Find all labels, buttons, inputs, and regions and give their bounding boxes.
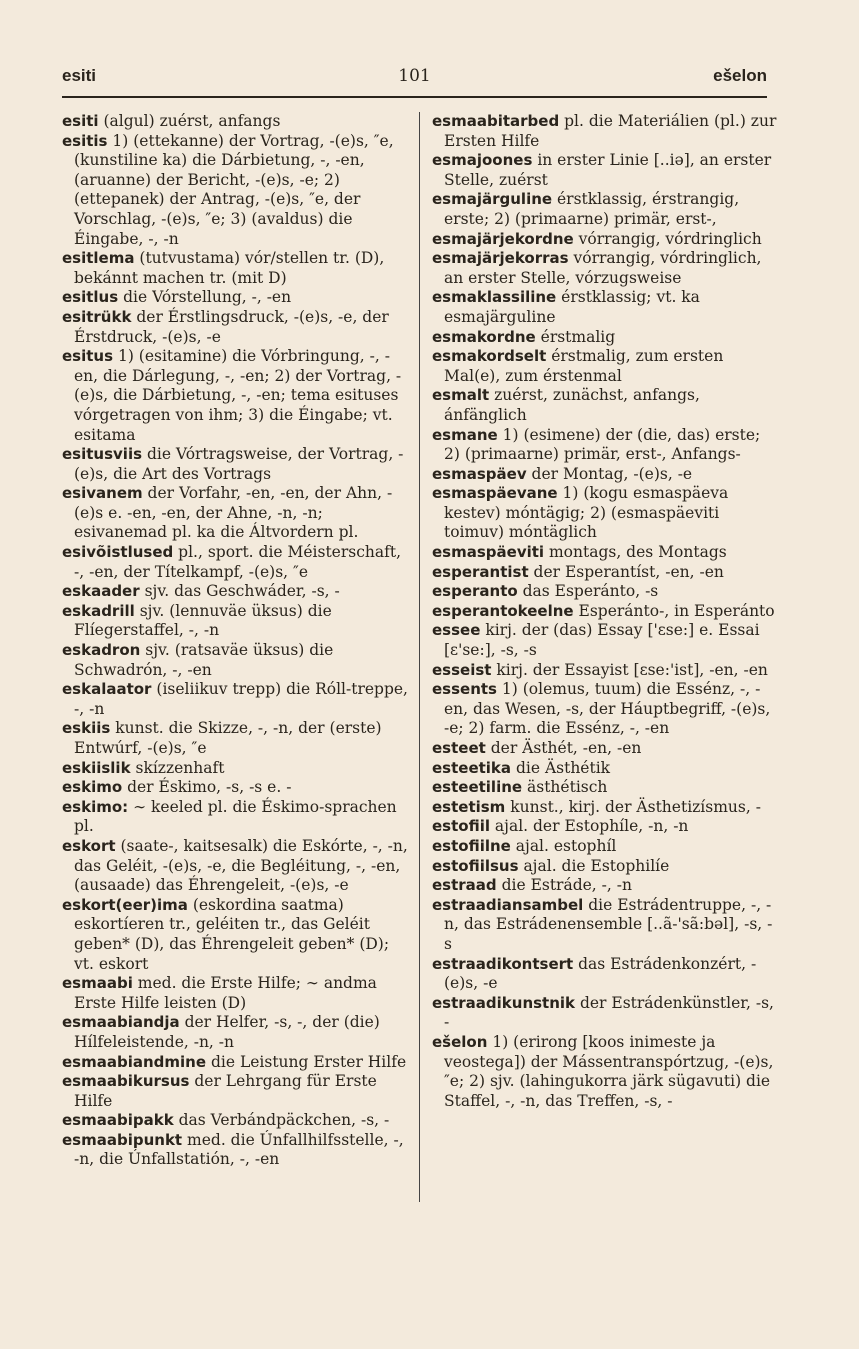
entry-definition: kunst., kirj. der Ästhetizísmus, - <box>505 797 761 816</box>
entry-headword: eskalaator <box>62 680 152 699</box>
dictionary-entry <box>432 249 780 288</box>
entry-definition: érstklassig, érstrangig, erste; 2) (primaarne) primär, erst-, <box>444 190 740 228</box>
entry-headword: esmaabipunkt <box>62 1130 183 1149</box>
dictionary-entry <box>62 719 410 758</box>
entry-definition: (tutvustama) vór/stellen tr. (D), bekánnt machen tr. (mit D) <box>74 249 385 287</box>
dictionary-entry <box>432 563 780 583</box>
entry-definition: vórrangig, vórdringlich <box>573 229 762 248</box>
entry-headword: esperanto <box>432 582 518 601</box>
dictionary-entry <box>432 994 780 1033</box>
dictionary-entry <box>432 837 780 857</box>
entry-definition: ajal. der Estophíle, -n, -n <box>489 817 689 836</box>
dictionary-entry <box>432 739 780 759</box>
dictionary-entry <box>62 543 410 582</box>
entry-headword: esmaabiandja <box>62 1013 180 1032</box>
entry-headword: estraadikunstnik <box>432 993 576 1012</box>
dictionary-entry <box>62 347 410 445</box>
right-column <box>432 112 780 1111</box>
entry-headword: eskaader <box>62 582 140 601</box>
entry-headword: esitus <box>62 347 114 366</box>
entry-definition: der Helfer, -s, -, der (die) Hílfeleistende, -n, -n <box>74 1013 380 1051</box>
entry-definition: pl., sport. die Méisterschaft, -, -en, der Títelkampf, -(e)s, ″e <box>74 543 402 581</box>
entry-headword: esitlema <box>62 249 135 268</box>
entry-definition: die Vórtragsweise, der Vortrag, -(e)s, die Art des Vortrags <box>74 445 404 483</box>
entry-definition: das Verbándpäckchen, -s, - <box>173 1111 390 1130</box>
dictionary-entry <box>62 602 410 641</box>
dictionary-entry <box>432 621 780 660</box>
dictionary-entry <box>62 1131 410 1170</box>
dictionary-entry <box>62 641 410 680</box>
dictionary-entry <box>432 817 780 837</box>
entry-definition: Esperánto-, in Esperánto <box>573 601 775 620</box>
dictionary-entry <box>432 759 780 779</box>
dictionary-entry <box>432 680 780 739</box>
entry-definition: pl. die Materiálien (pl.) zur Ersten Hilfe <box>444 112 777 150</box>
entry-headword: esmaspäeviti <box>432 543 545 562</box>
dictionary-entry <box>62 112 410 132</box>
dictionary-entry <box>62 680 410 719</box>
dictionary-entry <box>432 857 780 877</box>
entry-headword: esmaspäevane <box>432 484 558 503</box>
entry-headword: estofiilsus <box>432 856 519 875</box>
entry-headword: eskiis <box>62 719 111 738</box>
entry-headword: esmajärguline <box>432 190 553 209</box>
dictionary-entry <box>62 1072 410 1111</box>
entry-definition: sjv. (lennuväe üksus) die Flíegerstaffel, -, -n <box>74 601 332 640</box>
entry-headword: esivõistlused <box>62 543 174 562</box>
entry-headword: esitusviis <box>62 445 143 464</box>
header-first-headword: esiti <box>62 66 97 85</box>
entry-headword: esmaklassiline <box>432 288 557 307</box>
dictionary-entry <box>432 112 780 151</box>
dictionary-entry <box>62 974 410 1013</box>
dictionary-entry <box>432 151 780 190</box>
entry-headword: esitlus <box>62 288 119 307</box>
entry-definition: montags, des Montags <box>544 543 727 562</box>
entry-headword: esmaabitarbed <box>432 112 560 130</box>
entry-headword: esivanem <box>62 484 143 503</box>
entry-definition: med. die Erste Hilfe; ∼ andma Erste Hilfe leisten (D) <box>74 974 377 1012</box>
entry-definition: zuérst, zunächst, anfangs, ánfänglich <box>444 386 700 424</box>
entry-headword: esmaabi <box>62 974 133 993</box>
entry-definition: die Estrádentruppe, -, -n, das Estrádenensemble [..ã-'sã:bəl], -s, -s <box>444 895 773 953</box>
entry-definition: vórrangig, vórdringlich, an erster Stelle, vórzugsweise <box>444 249 762 287</box>
entry-headword: esteet <box>432 739 486 757</box>
dictionary-entry <box>62 798 410 837</box>
entry-definition: 1) (ettekanne) der Vortrag, -(e)s, ″e, (kunstiline ka) die Dárbietung, -, -en, (aruanne) der Bericht, -(e)s, -e; 2) (ettepanek) der Antrag, -(e)s, ″e, der Vorschlag, -(e)s, ″e; 3) (avaldus) die Éingabe, -, -n <box>74 131 394 248</box>
entry-headword: esmaabiandmine <box>62 1052 207 1071</box>
entry-headword: esseist <box>432 660 492 679</box>
entry-definition: 1) (esimene) der (die, das) erste; 2) (primaarne) primär, erst-, Anfangs- <box>444 425 761 464</box>
dictionary-entry <box>62 582 410 602</box>
dictionary-entry <box>432 955 780 994</box>
page-number: 101 <box>398 66 431 86</box>
entry-headword: estraadikontsert <box>432 954 574 973</box>
dictionary-entry <box>62 132 410 250</box>
dictionary-entry <box>62 484 410 543</box>
entry-definition: der Lehrgang für Erste Hilfe <box>74 1072 377 1110</box>
entry-definition: érstklassig; vt. ka esmajärguline <box>444 288 700 326</box>
entry-definition: der Estrádenkünstler, -s, - <box>444 993 774 1032</box>
entry-definition: sjv. (ratsaväe üksus) die Schwadrón, -, -en <box>74 641 334 679</box>
entry-definition: skízzenhaft <box>130 758 225 777</box>
dictionary-entry <box>432 1033 780 1111</box>
entry-definition: ajal. die Estophilíe <box>518 856 670 875</box>
entry-headword: eskort(eer)ima <box>62 895 188 914</box>
dictionary-entry <box>432 230 780 250</box>
entry-headword: esteetika <box>432 758 512 777</box>
entry-definition: der Esperantíst, -en, -en <box>528 562 724 581</box>
entry-headword: esmajoones <box>432 151 533 170</box>
entry-definition: érstmalig, zum ersten Mal(e), zum érstenmal <box>444 347 724 385</box>
dictionary-entry <box>62 759 410 779</box>
entry-headword: esperantokeelne <box>432 601 574 620</box>
entry-definition: ∼ keeled pl. die Éskimo-sprachen pl. <box>74 797 397 836</box>
dictionary-entry <box>432 347 780 386</box>
entry-definition: (saate-, kaitsesalk) die Eskórte, -, -n, das Geléit, -(e)s, -e, die Begléitung, -, -en, (ausaade) das Éhrengeleit, -(e)s, -e <box>74 836 408 895</box>
dictionary-entry <box>62 288 410 308</box>
entry-definition: der Montag, -(e)s, -e <box>526 464 693 483</box>
entry-definition: die Ästhétik <box>511 758 611 777</box>
entry-definition: kirj. der (das) Essay ['ɛse:] e. Essai [ɛ'se:], -s, -s <box>444 621 760 660</box>
entry-definition: ajal. estophíl <box>510 836 617 855</box>
entry-headword: esitis <box>62 131 108 150</box>
dictionary-entry <box>62 837 410 896</box>
dictionary-entry <box>432 328 780 348</box>
dictionary-entry <box>62 1053 410 1073</box>
dictionary-entry <box>432 426 780 465</box>
dictionary-entry <box>432 602 780 622</box>
entry-headword: eskadron <box>62 641 141 660</box>
dictionary-entry <box>62 1013 410 1052</box>
entry-headword: essents <box>432 680 497 699</box>
entry-headword: estofiil <box>432 817 490 836</box>
entry-definition: das Estrádenkonzért, -(e)s, -e <box>444 954 757 993</box>
dictionary-entry <box>432 465 780 485</box>
entry-definition: 1) (kogu esmaspäeva kestev) móntägig; 2) (esmaspäeviti toimuv) móntäglich <box>444 484 729 542</box>
entry-definition: der Érstlingsdruck, -(e)s, -e, der Érstdruck, -(e)s, -e <box>74 307 389 346</box>
entry-definition: der Vorfahr, -en, -en, der Ahn, -(e)s e. -en, -en, der Ahne, -n, -n; esivanemad pl. ka die Áltvordern pl. <box>74 484 393 542</box>
dictionary-entry <box>62 445 410 484</box>
entry-headword: esteetiline <box>432 778 523 797</box>
dictionary-entry <box>432 484 780 543</box>
entry-headword: ešelon <box>432 1032 488 1051</box>
entry-definition: 1) (olemus, tuum) die Essénz, -, -en, das Wesen, -s, der Háuptbegriff, -(e)s, -e; 2) farm. die Essénz, -, -en <box>444 680 771 738</box>
dictionary-entry <box>432 896 780 955</box>
entry-headword: esmajärjekordne <box>432 229 574 248</box>
entry-definition: kunst. die Skizze, -, -n, der (erste) Entwúrf, -(e)s, ″e <box>74 719 382 757</box>
entry-headword: eskadrill <box>62 601 135 620</box>
entry-definition: érstmalig <box>535 327 616 346</box>
entry-headword: esmakordne <box>432 327 536 346</box>
entry-headword: esmaspäev <box>432 464 527 483</box>
entry-headword: eskort <box>62 836 116 855</box>
entry-definition: kirj. der Essayist [ɛse:'ist], -en, -en <box>491 660 768 679</box>
entry-definition: in erster Linie [..iə], an erster Stelle, zuérst <box>444 151 772 189</box>
entry-definition: die Leistung Erster Hilfe <box>206 1052 407 1071</box>
entry-definition: 1) (esitamine) die Vórbringung, -, -en, die Dárlegung, -, -en; 2) der Vortrag, -(e)s, die Dárbietung, -, -en; tema esituses vórgetragen von ihm; 3) die Éingabe; vt. esitama <box>74 347 402 444</box>
entry-headword: estetism <box>432 797 506 816</box>
dictionary-entry <box>432 876 780 896</box>
dictionary-entry <box>62 308 410 347</box>
left-column <box>62 112 410 1170</box>
dictionary-entry <box>432 582 780 602</box>
entry-headword: esmaabipakk <box>62 1111 174 1130</box>
dictionary-entry <box>432 661 780 681</box>
entry-headword: esmakordselt <box>432 347 547 366</box>
dictionary-entry <box>62 249 410 288</box>
entry-definition: die Estráde, -, -n <box>496 876 632 895</box>
entry-definition: sjv. das Geschwáder, -s, - <box>139 582 340 601</box>
entry-headword: esiti <box>62 112 99 130</box>
entry-definition: (iseliikuv trepp) die Róll-treppe, -, -n <box>74 680 408 718</box>
entry-definition: (algul) zuérst, anfangs <box>98 112 281 130</box>
header-last-headword: ešelon <box>713 66 767 85</box>
entry-definition: ästhétisch <box>522 778 608 797</box>
entry-definition: (eskordina saatma) eskortíeren tr., geléiten tr., das Geléit geben* (D), das Éhrengeleit geben* (D); vt. eskort <box>74 895 390 973</box>
entry-headword: eskimo <box>62 778 123 797</box>
entry-headword: eskimo: <box>62 797 129 816</box>
dictionary-entry <box>432 778 780 798</box>
entry-headword: esmaabikursus <box>62 1072 190 1091</box>
entry-headword: esmane <box>432 425 498 444</box>
header-rule <box>62 96 767 98</box>
entry-definition: 1) (erirong [koos inimeste ja veostega]) der Mássentranspórtzug, -(e)s, ″e; 2) sjv. (lahingukorra järk sügavuti) die Staffel, -, -n, das Treffen, -s, - <box>444 1032 774 1110</box>
dictionary-entry <box>432 288 780 327</box>
dictionary-entry <box>432 798 780 818</box>
dictionary-entry <box>432 190 780 229</box>
dictionary-entry <box>62 896 410 974</box>
entry-definition: der Éskimo, -s, -s e. - <box>122 778 292 797</box>
entry-headword: estraadiansambel <box>432 895 584 914</box>
entry-headword: esmajärjekorras <box>432 249 569 268</box>
page-header <box>62 62 767 90</box>
dictionary-entry <box>432 386 780 425</box>
entry-headword: eskiislik <box>62 758 131 777</box>
entry-headword: estraad <box>432 876 497 895</box>
entry-definition: med. die Únfallhilfsstelle, -, -n, die Únfallstatión, -, -en <box>74 1130 404 1169</box>
entry-definition: der Ästhét, -en, -en <box>485 739 642 757</box>
entry-definition: die Vórstellung, -, -en <box>118 288 292 307</box>
entry-definition: das Esperánto, -s <box>517 582 659 601</box>
dictionary-entry <box>62 1111 410 1131</box>
entry-headword: esitrükk <box>62 307 132 326</box>
entry-headword: esmalt <box>432 386 490 405</box>
entry-headword: essee <box>432 621 481 640</box>
dictionary-entry <box>432 543 780 563</box>
column-divider <box>419 112 420 1202</box>
dictionary-entry <box>62 778 410 798</box>
entry-headword: esperantist <box>432 562 529 581</box>
entry-headword: estofiilne <box>432 836 511 855</box>
